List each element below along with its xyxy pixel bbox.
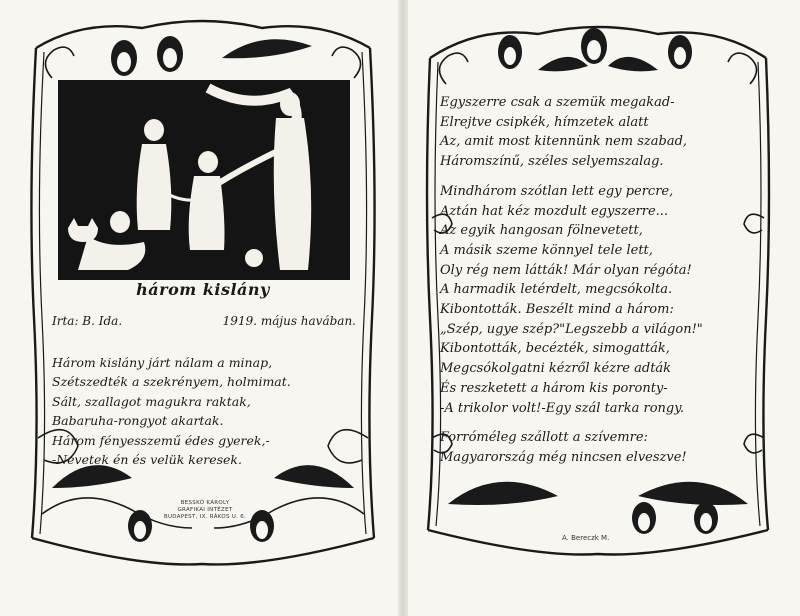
stanza-gap [440,418,703,428]
poem-line: Babaruha-rongyot akartak. [52,413,224,429]
poem-line: -Nevetek én és velük keresek. [52,452,242,468]
stanza-gap [440,172,703,182]
poem-stanza [440,428,703,467]
poem-line: Megcsókolgatni kézről kézre adták [440,361,672,377]
poem-line: Egyszerre csak a szemük megakad- [440,95,675,110]
poem-stanza [440,93,703,172]
poem-line: Három kislány járt nálam a minap, [52,355,273,370]
author: Irta: B. Ida. [52,314,123,328]
poem-line: És reszketett a három kis poronty- [440,380,668,396]
left-page [22,18,384,574]
poem-line: „Szép, ugye szép?"Legszebb a világon!" [440,321,703,337]
poem-line: Szétszedték a szekrényem, holmimat. [52,374,291,390]
poem-line: Elrejtve csipkék, hímzetek alatt [440,114,649,130]
poem-line: Magyarország még nincsen elveszve! [440,449,687,465]
imprint-line: BUDAPEST, IX. RÁKOS U. 6. [163,514,247,520]
poem-line: A másik szeme könnyel tele lett, [440,242,653,258]
poem-line: Sált, szallagot magukra raktak, [52,393,251,409]
poem-line: Az egyik hangosan fölnevetett, [440,223,643,239]
center-fold [398,0,408,616]
poem-line: Forróméleg szállott a szívemre: [440,430,648,446]
poem-line: -A trikolor volt!-Egy szál tarka rongy. [440,400,684,416]
right-page [418,18,778,574]
author-line [52,314,356,328]
imprint-line: GRAFIKAI INTÉZET [177,507,233,513]
poem-right [440,93,703,468]
poem-stanza-left [52,353,291,469]
poem-line: Aztán hat kéz mozdult egyszerre... [440,203,669,219]
poem-title: három kislány [136,280,270,299]
poem-line: Három fényesszemű édes gyerek,- [52,432,270,448]
printer-imprint [150,500,260,521]
imprint-line: BESSKÓ KÁROLY [180,500,230,506]
poem-line: Oly rég nem látták! Már olyan régóta! [440,262,692,278]
poem-line: A harmadik letérdelt, megcsókolta. [440,282,673,298]
artist-signature: A. Bereczk M. [562,534,610,542]
illustration-three-girls [58,80,350,280]
poem-line: Kibontották, becézték, simogatták, [440,341,670,357]
poem-stanza [440,182,703,418]
poem-line: Háromszínű, széles selyemszalag. [440,154,664,170]
poem-line: Mindhárom szótlan lett egy percre, [440,183,674,199]
poem-line: Kibontották. Beszélt mind a három: [440,302,674,318]
poem-line: Az, amit most kitennünk nem szabad, [440,134,688,150]
date: 1919. május havában. [222,314,356,328]
